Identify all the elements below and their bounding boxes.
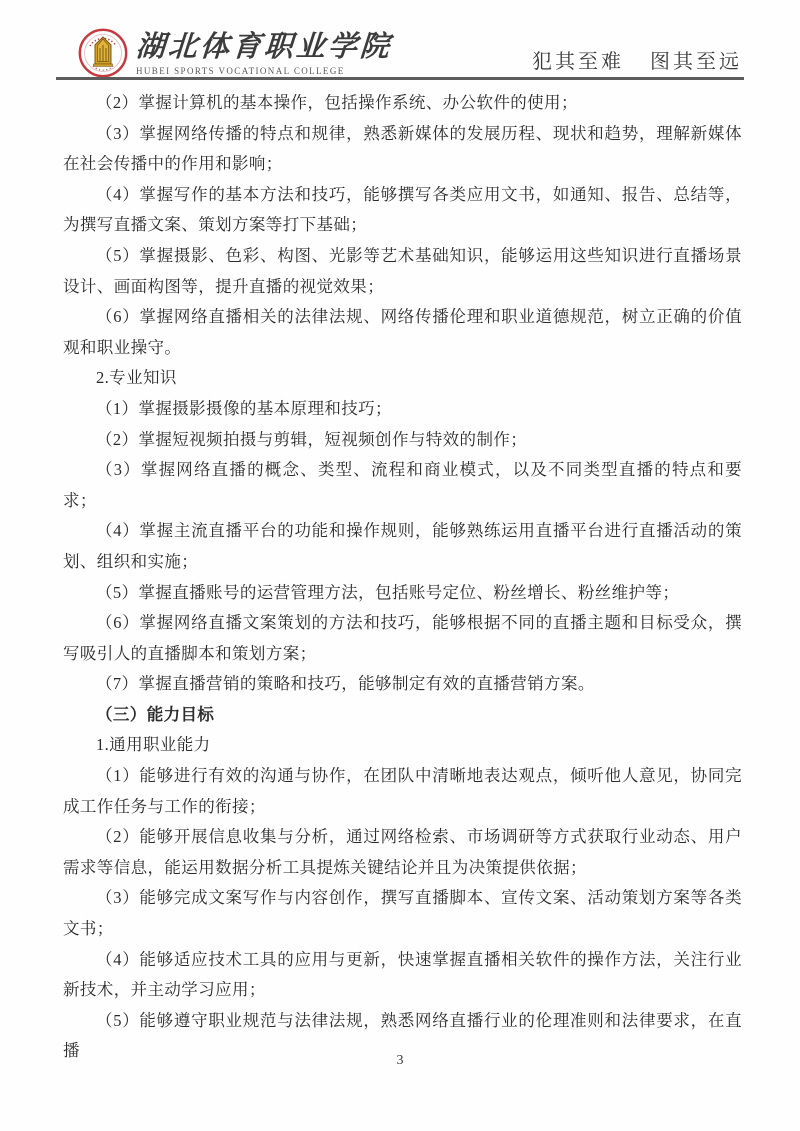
paragraph: （4）掌握主流直播平台的功能和操作规则，能够熟练运用直播平台进行直播活动的策划、组织和实施； xyxy=(63,521,742,571)
paragraph: （4）掌握写作的基本方法和技巧，能够撰写各类应用文书，如通知、报告、总结等，为撰写直播文案、策划方案等打下基础； xyxy=(63,184,742,235)
motto-part1: 犯其至难 xyxy=(532,51,624,73)
paragraph: （5）能够遵守职业规范与法律法规，熟悉网络直播行业的伦理准则和法律要求，在直播 xyxy=(63,1010,742,1061)
college-seal-icon xyxy=(78,28,128,78)
paragraph: （1）能够进行有效的沟通与协作，在团队中清晰地表达观点，倾听他人意见，协同完成工作任务与工作的衔接； xyxy=(63,766,742,816)
paragraph: （5）掌握直播账号的运营管理方法，包括账号定位、粉丝增长、粉丝维护等； xyxy=(96,582,680,602)
motto-part2: 图其至远 xyxy=(650,51,742,73)
paragraph: （3）掌握网络传播的特点和规律，熟悉新媒体的发展历程、现状和趋势，理解新媒体在社会传播中的作用和影响； xyxy=(63,123,742,174)
college-name-english: HUBEI SPORTS VOCATIONAL COLLEGE xyxy=(136,66,345,76)
paragraph: （1）掌握摄影摄像的基本原理和技巧； xyxy=(96,398,392,418)
paragraph: （3）掌握网络直播的概念、类型、流程和商业模式，以及不同类型直播的特点和要求； xyxy=(63,460,742,510)
college-name-chinese: 湖北体育职业学院 xyxy=(134,31,394,63)
paragraph: （2）掌握计算机的基本操作，包括操作系统、办公软件的使用； xyxy=(96,93,578,112)
college-names xyxy=(136,28,392,76)
document-body xyxy=(63,88,742,1067)
paragraph: （5）掌握摄影、色彩、构图、光影等艺术基础知识，能够运用这些知识进行直播场景设计、画面构图等，提升直播的视觉效果； xyxy=(63,245,742,296)
paragraph: （2）能够开展信息收集与分析，通过网络检索、市场调研等方式获取行业动态、用户需求等信息，能运用数据分析工具提炼关键结论并且为决策提供依据； xyxy=(63,827,742,877)
page-header xyxy=(56,0,744,80)
college-motto xyxy=(532,45,742,74)
college-logo-block xyxy=(78,28,392,78)
page-footer xyxy=(0,1053,800,1069)
paragraph: （3）能够完成文案写作与内容创作，撰写直播脚本、宣传文案、活动策划方案等各类文书； xyxy=(63,888,742,939)
subsection-heading: 1.通用职业能力 xyxy=(96,735,211,755)
paragraph: （6）掌握网络直播相关的法律法规、网络传播伦理和职业道德规范，树立正确的价值观和职业操守。 xyxy=(63,307,742,357)
header-divider-rule xyxy=(56,77,744,80)
paragraph: （6）掌握网络直播文案策划的方法和技巧，能够根据不同的直播主题和目标受众，撰写吸引人的直播脚本和策划方案； xyxy=(63,613,742,663)
page-number: 3 xyxy=(396,1053,404,1068)
paragraph: （7）掌握直播营销的策略和技巧，能够制定有效的直播营销方案。 xyxy=(96,674,595,694)
subsection-heading: 2.专业知识 xyxy=(96,368,177,388)
section-heading: （三）能力目标 xyxy=(96,704,215,724)
paragraph: （4）能够适应技术工具的应用与更新，快速掌握直播相关软件的操作方法，关注行业新技术，并主动学习应用； xyxy=(63,949,742,1000)
paragraph: （2）掌握短视频拍摄与剪辑，短视频创作与特效的制作； xyxy=(96,429,528,449)
